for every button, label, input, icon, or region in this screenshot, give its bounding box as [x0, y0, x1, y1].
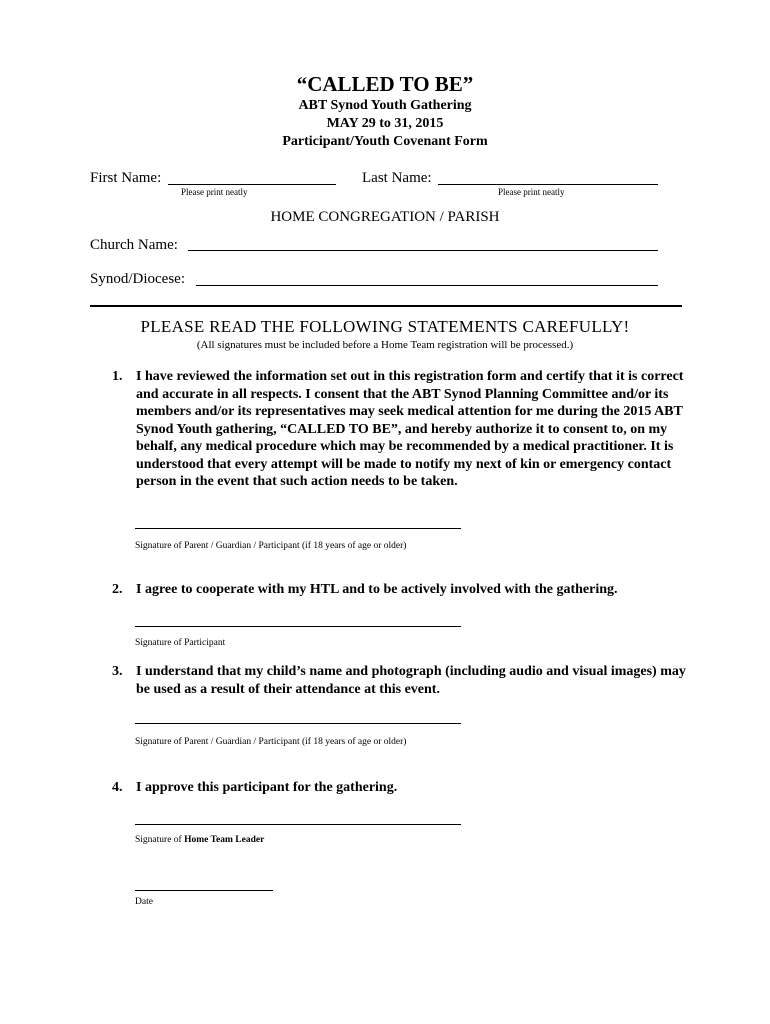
last-name-label: Last Name:: [362, 170, 432, 186]
statements-heading: PLEASE READ THE FOLLOWING STATEMENTS CAREFULLY!: [140, 317, 630, 336]
date-label: Date: [135, 897, 153, 907]
synod-diocese-field[interactable]: [196, 285, 658, 286]
synod-diocese-label: Synod/Diocese:: [90, 271, 185, 287]
statement-text: I understand that my child’s name and photograph (including audio and visual images) may be used as a result of their attendance at this event.: [136, 664, 686, 697]
parent-signature-line-2[interactable]: [135, 723, 461, 724]
statement-text: I approve this participant for the gathering.: [136, 780, 398, 795]
statement-text: I have reviewed the information set out in this registration form and certify that it is correct and accurate in all respects. I consent that the ABT Synod Planning Committee and/or its members and/or its representatives may seek medical attention for me during the 2015 ABT Synod Youth gathering, “CALLED TO BE”, and hereby authorize it to consent to, on my behalf, any medical procedure which may be recommended by a medical practitioner. It is understood that every attempt will be made to notify my next of kin or emergency contact person in the event that such action needs to be taken.: [136, 369, 684, 489]
participant-signature-label: Signature of Participant: [135, 638, 226, 648]
htl-signature-prefix: Signature of: [135, 835, 185, 845]
parent-signature-label-2: Signature of Parent / Guardian / Participant (if 18 years of age or older): [135, 737, 407, 747]
church-name-label: Church Name:: [90, 237, 178, 253]
statements-note: (All signatures must be included before a Home Team registration will be processed.): [196, 339, 574, 351]
church-name-field[interactable]: [188, 250, 658, 251]
statement-number: 4.: [112, 780, 123, 795]
statement-number: 3.: [112, 664, 123, 679]
statement-text: I agree to cooperate with my HTL and to be actively involved with the gathering.: [136, 582, 618, 597]
participant-signature-line[interactable]: [135, 626, 461, 627]
first-name-label: First Name:: [90, 170, 162, 186]
date-line[interactable]: [135, 890, 273, 891]
first-name-field[interactable]: [168, 184, 336, 185]
form-title: “CALLED TO BE”: [296, 72, 474, 96]
parent-signature-label-1: Signature of Parent / Guardian / Participant (if 18 years of age or older): [135, 541, 407, 551]
statement-number: 2.: [112, 582, 123, 597]
htl-signature-role: Home Team Leader: [184, 835, 265, 845]
statement-number: 1.: [112, 369, 123, 384]
event-name: ABT Synod Youth Gathering: [298, 98, 472, 113]
event-dates: MAY 29 to 31, 2015: [326, 116, 444, 131]
parent-signature-line-1[interactable]: [135, 528, 461, 529]
first-name-hint: Please print neatly: [181, 187, 248, 197]
last-name-field[interactable]: [438, 184, 658, 185]
last-name-hint: Please print neatly: [498, 187, 565, 197]
htl-signature-label: [135, 835, 264, 845]
htl-signature-line[interactable]: [135, 824, 461, 825]
form-subtitle: Participant/Youth Covenant Form: [282, 134, 488, 149]
section-divider: [90, 305, 682, 307]
home-congregation-heading: HOME CONGREGATION / PARISH: [270, 209, 500, 225]
